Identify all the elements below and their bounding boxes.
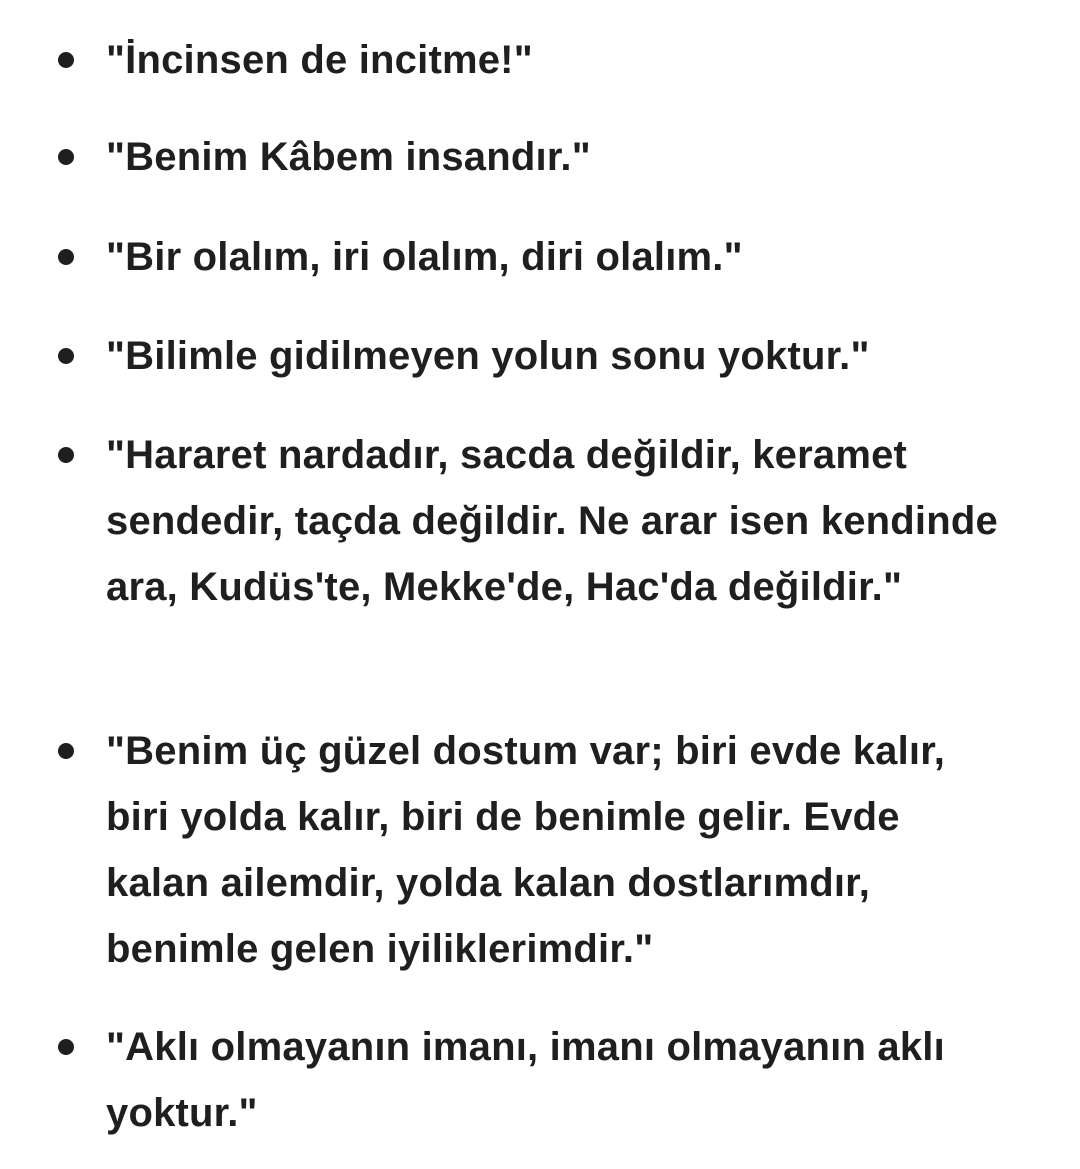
quote-text: "Aklı olmayanın imanı, imanı olmayanın aklı yoktur." (106, 1025, 945, 1135)
bullet-icon (58, 149, 74, 165)
bullet-icon (58, 249, 74, 265)
bullet-icon (58, 743, 74, 759)
quote-text: "Benim üç güzel dostum var; biri evde kalır, biri yolda kalır, biri de benimle gelir. Evde kalan ailemdir, yolda kalan dostlarımdır, benimle gelen iyiliklerimdir." (106, 729, 946, 971)
bullet-icon (58, 1039, 74, 1055)
bullet-icon (58, 348, 74, 364)
quote-text: "Bilimle gidilmeyen yolun sonu yoktur." (106, 334, 870, 378)
quote-text: "Hararet nardadır, sacda değildir, keramet sendedir, taçda değildir. Ne arar isen kendinde ara, Kudüs'te, Mekke'de, Hac'da değildir." (106, 433, 998, 609)
quote-text: "Benim Kâbem insandır." (106, 135, 591, 179)
bullet-icon (58, 52, 74, 68)
quote-text: "İncinsen de incitme!" (106, 38, 533, 82)
quote-text: "Bir olalım, iri olalım, diri olalım." (106, 235, 743, 279)
bullet-icon (58, 447, 74, 463)
